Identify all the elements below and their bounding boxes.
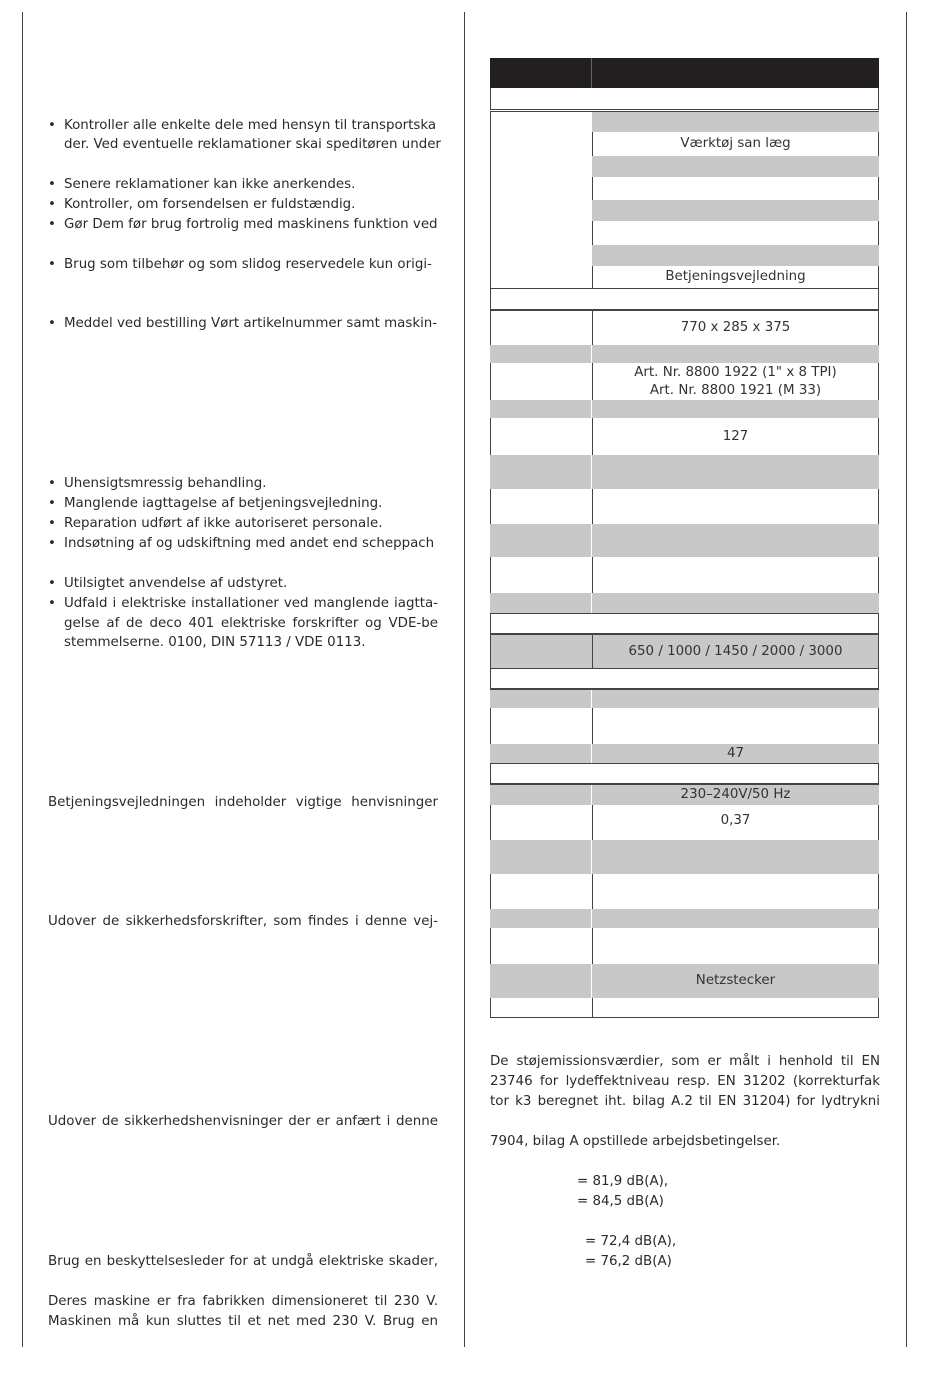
bullet-text: Udfald i elektriske installationer ved manglende iagtta-	[64, 596, 438, 611]
table-section-row	[490, 669, 879, 689]
table-row	[490, 311, 879, 345]
table-row	[490, 635, 879, 668]
value-127: 127	[722, 429, 749, 444]
table-section-row	[490, 289, 879, 310]
bullet-dot: •	[48, 476, 56, 491]
table-row	[490, 112, 879, 132]
right-page-rule	[906, 12, 907, 1347]
bullet-dot: •	[48, 516, 56, 531]
bullet-text-continued: der. Ved eventuelle reklamationer skai speditøren under	[64, 137, 441, 152]
noise-value: = 84,5 dB(A)	[577, 1194, 664, 1209]
table-row	[490, 806, 879, 840]
paragraph-line: Udover de sikkerhedsforskrifter, som findes i denne vej-	[48, 914, 438, 929]
bullet-dot: •	[48, 257, 56, 272]
column-divider-rule	[464, 12, 465, 1347]
plug-value: Netzstecker	[592, 964, 879, 998]
table-row	[490, 593, 879, 613]
table-section-row	[490, 614, 879, 634]
bullet-dot: •	[48, 197, 56, 212]
bullet-text-continued: gelse af de deco 401 elektriske forskrifter og VDE-be	[64, 616, 438, 631]
power-value: 0,37	[720, 813, 751, 828]
bullet-text: Senere reklamationer kan ikke anerkendes.	[64, 177, 356, 192]
table-row	[490, 744, 879, 763]
table-row	[490, 133, 879, 155]
art-nr-line: Art. Nr. 8800 1922 (1" x 8 TPI)	[634, 365, 837, 380]
speeds-value: 650 / 1000 / 1450 / 2000 / 3000	[628, 643, 843, 659]
bullet-text: Uhensigtsmressig behandling.	[64, 476, 267, 491]
bullet-dot: •	[48, 177, 56, 192]
bullet-text: Kontroller, om forsendelsen er fuldstændig.	[64, 197, 356, 212]
table-row	[490, 400, 879, 418]
table-row	[490, 245, 879, 266]
noise-value: = 76,2 dB(A)	[585, 1254, 672, 1269]
bullet-dot: •	[48, 596, 56, 611]
spec-table	[490, 58, 879, 1018]
art-nr-line: Art. Nr. 8800 1921 (M 33)	[649, 383, 822, 398]
table-header	[490, 58, 879, 88]
paragraph-line: Brug en beskyttelsesleder for at undgå elektriske skader,	[48, 1254, 438, 1269]
paragraph-line: Betjeningsvejledningen indeholder vigtige henvisninger	[48, 795, 438, 810]
bullet-dot: •	[48, 118, 56, 133]
bullet-dot: •	[48, 536, 56, 551]
table-section-row	[490, 764, 879, 784]
bullet-text: Indsøtning af og udskiftning med andet end scheppach	[64, 536, 435, 551]
voltage-value: 230–240V/50 Hz	[592, 785, 879, 805]
table-row	[490, 156, 879, 177]
bullet-dot: •	[48, 576, 56, 591]
table-row	[490, 345, 879, 363]
paragraph-line: tor k3 beregnet iht. bilag A.2 til EN 31204) for lydtrykni	[490, 1094, 880, 1109]
table-row	[490, 419, 879, 455]
manual-value: Betjeningsvejledning	[665, 269, 806, 284]
table-section-row	[490, 88, 879, 110]
art-nr-value	[592, 364, 879, 400]
tools-value: Værktøj san læg	[680, 136, 791, 151]
paragraph-line: Maskinen må kun sluttes til et net med 230 V. Brug en	[48, 1314, 438, 1329]
dimensions-value: 770 x 285 x 375	[680, 320, 791, 335]
paragraph-line: Deres maskine er fra fabrikken dimensioneret til 230 V.	[48, 1294, 438, 1309]
paragraph-line: 7904, bilag A opstillede arbejdsbetingelser.	[490, 1134, 781, 1149]
bullet-dot: •	[48, 316, 56, 331]
table-row	[490, 524, 879, 557]
noise-value: = 81,9 dB(A),	[577, 1174, 669, 1189]
bullet-text: Meddel ved bestilling Vørt artikelnummer samt maskin-	[64, 316, 438, 331]
table-row	[490, 690, 879, 708]
bullet-text-continued: stemmelserne. 0100, DIN 57113 / VDE 0113.	[64, 635, 366, 650]
table-row	[490, 964, 879, 998]
bullet-text: Brug som tilbehør og som slidog reservedele kun origi-	[64, 257, 432, 272]
bullet-text: Reparation udført af ikke autoriseret personale.	[64, 516, 383, 531]
noise-value: = 72,4 dB(A),	[585, 1234, 677, 1249]
table-row	[490, 455, 879, 489]
table-row	[490, 200, 879, 221]
paragraph-line: De støjemissionsværdier, som er målt i henhold til EN	[490, 1054, 880, 1069]
bullet-text: Utilsigtet anvendelse af udstyret.	[64, 576, 288, 591]
table-row	[490, 909, 879, 928]
bullet-dot: •	[48, 496, 56, 511]
bullet-text: Gør Dem før brug fortrolig med maskinens funktion ved	[64, 217, 438, 232]
table-row	[490, 364, 879, 400]
bullet-dot: •	[48, 217, 56, 232]
paragraph-line: 23746 for lydeffektniveau resp. EN 31202 (korrekturfak	[490, 1074, 880, 1089]
bullet-text: Manglende iagttagelse af betjeningsvejledning.	[64, 496, 383, 511]
bullet-text: Kontroller alle enkelte dele med hensyn til transportska	[64, 118, 437, 133]
left-page-rule	[22, 12, 23, 1347]
table-row	[490, 785, 879, 805]
table-row	[490, 266, 879, 288]
value-47: 47	[592, 744, 879, 763]
paragraph-line: Udover de sikkerhedshenvisninger der er anfært i denne	[48, 1114, 438, 1129]
table-row	[490, 840, 879, 874]
